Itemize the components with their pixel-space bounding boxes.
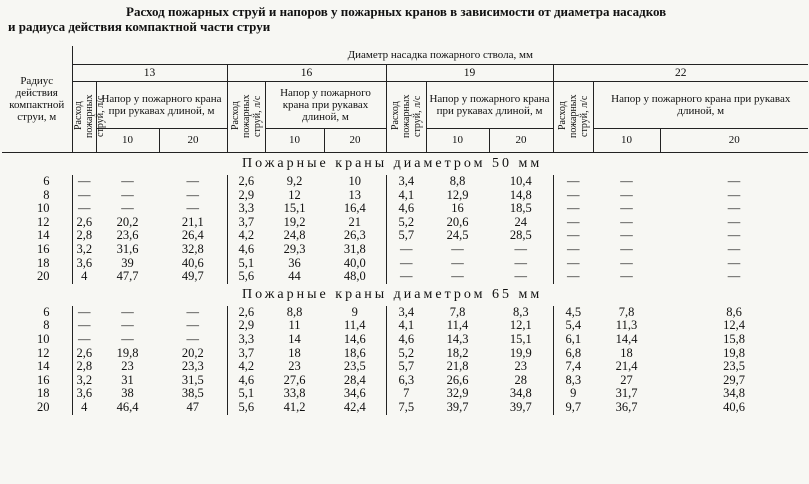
radius-cell: 6 (43, 304, 50, 319)
value-cell: — (620, 228, 633, 243)
value-cell: 39,7 (509, 399, 532, 414)
value-cell: 3,6 (72, 257, 96, 271)
value-cell: — (727, 174, 741, 188)
value-cell: — (121, 201, 134, 216)
value-cell: 4,6 (386, 202, 426, 216)
value-cell: — (727, 187, 741, 202)
value-cell: 4,1 (386, 189, 426, 203)
value-cell: 23,5 (723, 359, 745, 374)
flow-rate-header (227, 82, 265, 153)
value-cell: 49,7 (181, 269, 204, 284)
value-cell: 23 (288, 359, 301, 374)
hose-length-header: 20 (324, 128, 386, 152)
flow-rate-header (386, 82, 426, 153)
value-cell: — (553, 189, 593, 203)
value-cell: 7 (386, 387, 426, 401)
section-caption: Пожарные краны диаметром 65 мм (242, 286, 543, 302)
value-cell: 14,8 (509, 187, 532, 202)
value-cell: 24,5 (446, 228, 469, 243)
value-cell: 2,8 (72, 360, 96, 374)
table-row (2, 306, 808, 320)
value-cell: — (553, 202, 593, 216)
radius-cell: 18 (37, 255, 50, 270)
pressure-header: Напор у пожарного крана при рукавах длиной, м (265, 82, 386, 129)
value-cell: — (186, 318, 199, 333)
value-cell: 28,5 (509, 228, 532, 243)
value-cell: 3,6 (72, 387, 96, 401)
radius-cell: 8 (43, 318, 50, 333)
value-cell: 2,6 (227, 175, 265, 189)
value-cell: — (386, 243, 426, 257)
value-cell: 40,6 (181, 255, 204, 270)
value-cell: 36 (288, 255, 301, 270)
value-cell: — (727, 255, 741, 270)
hose-length-header: 20 (159, 128, 227, 152)
flow-rate-header (72, 82, 106, 153)
table-row (2, 360, 808, 374)
value-cell: 5,6 (227, 401, 265, 415)
value-cell: 14,4 (615, 331, 638, 346)
value-cell: 4 (72, 270, 96, 284)
value-cell: — (72, 319, 96, 333)
value-cell: 31,5 (181, 372, 204, 387)
value-cell: 3,3 (227, 202, 265, 216)
value-cell: 23,6 (116, 228, 139, 243)
flow-rate-label: Расход пожарных струй, л/с (72, 93, 106, 138)
value-cell: 48,0 (343, 269, 366, 284)
value-cell: 27 (620, 372, 633, 387)
value-cell: — (72, 333, 96, 347)
value-cell: — (121, 174, 134, 188)
value-cell: 31,7 (615, 386, 638, 401)
value-cell: 3,4 (386, 175, 426, 189)
value-cell: — (72, 175, 96, 189)
value-cell: 40,0 (343, 255, 366, 270)
value-cell: 18,2 (446, 345, 469, 360)
value-cell: — (121, 304, 134, 319)
radius-header-line: струи, м (17, 111, 57, 123)
nozzle-diameter-caption: Диаметр насадка пожарного ствола, мм (72, 46, 808, 65)
value-cell: 5,2 (386, 216, 426, 230)
value-cell: 5,2 (386, 347, 426, 361)
value-cell: 2,8 (72, 229, 96, 243)
value-cell: — (727, 214, 741, 229)
table-row (2, 175, 808, 189)
value-cell: — (727, 228, 741, 243)
value-cell: 3,2 (72, 374, 96, 388)
value-cell: 39 (121, 255, 134, 270)
hose-length-header: 20 (728, 134, 740, 147)
value-cell: 31,8 (343, 241, 366, 256)
value-cell: — (553, 270, 593, 284)
radius-column-header (2, 46, 72, 153)
section-caption: Пожарные краны диаметром 50 мм (242, 156, 543, 171)
value-cell: — (553, 257, 593, 271)
flow-rate-label: Расход пожарных струй, л/с (229, 93, 263, 138)
value-cell: 44 (288, 269, 301, 284)
value-cell: 7,4 (553, 360, 593, 374)
value-cell: 8,3 (553, 374, 593, 388)
radius-cell: 12 (37, 214, 50, 229)
value-cell: 31,6 (116, 241, 139, 256)
value-cell: 14,6 (343, 331, 366, 346)
value-cell: 5,1 (227, 257, 265, 271)
radius-cell: 16 (37, 372, 50, 387)
value-cell: 11 (288, 318, 301, 333)
value-cell: 33,8 (283, 386, 306, 401)
table-row (2, 347, 808, 361)
value-cell: 11,4 (344, 318, 366, 333)
value-cell: 14,3 (446, 331, 469, 346)
value-cell: 19,8 (116, 345, 139, 360)
value-cell: — (186, 174, 199, 188)
value-cell: 40,6 (723, 399, 745, 414)
value-cell: 32,9 (446, 386, 469, 401)
value-cell: — (620, 269, 633, 284)
diameter-header: 16 (227, 65, 386, 82)
value-cell: — (514, 269, 527, 284)
value-cell: 3,4 (386, 306, 426, 320)
radius-header-line: Радиус (20, 75, 54, 87)
value-cell: 8,8 (449, 174, 466, 188)
value-cell: — (386, 270, 426, 284)
value-cell: 2,6 (72, 347, 96, 361)
value-cell: 31 (121, 372, 134, 387)
table-row (2, 374, 808, 388)
value-cell: 6,8 (553, 347, 593, 361)
value-cell: 34,6 (343, 386, 366, 401)
value-cell: 5,7 (386, 360, 426, 374)
diameter-header: 13 (72, 65, 227, 82)
value-cell: 28,4 (343, 372, 366, 387)
value-cell: 12,4 (723, 318, 745, 333)
radius-cell: 20 (37, 269, 50, 284)
radius-header-line: действия (15, 87, 58, 99)
value-cell: — (121, 187, 134, 202)
value-cell: 19,9 (509, 345, 532, 360)
value-cell: — (72, 202, 96, 216)
value-cell: 10,4 (509, 174, 532, 188)
value-cell: 26,6 (446, 372, 469, 387)
value-cell: 7,8 (618, 304, 635, 319)
title-line-2: и радиуса действия компактной части струи (8, 19, 271, 34)
value-cell: 38,5 (181, 386, 204, 401)
value-cell: 10 (348, 174, 361, 188)
hose-length-header: 20 (489, 128, 553, 152)
value-cell: — (727, 269, 741, 284)
table-row (2, 257, 808, 271)
value-cell: 18 (288, 345, 301, 360)
flow-rate-label: Расход пожарных струй, л/с (389, 93, 423, 138)
value-cell: 47,7 (116, 269, 139, 284)
value-cell: 41,2 (283, 399, 306, 414)
value-cell: — (727, 241, 741, 256)
value-cell: 5,7 (386, 229, 426, 243)
value-cell: 24 (514, 214, 527, 229)
value-cell: 20,2 (181, 345, 204, 360)
value-cell: 9,7 (553, 401, 593, 415)
hose-length-header: 10 (96, 128, 159, 152)
table-row (2, 189, 808, 203)
flow-rate-header (553, 82, 593, 153)
value-cell: 3,3 (227, 333, 265, 347)
radius-cell: 10 (37, 331, 50, 346)
table-row (2, 387, 808, 401)
value-cell: 36,7 (615, 399, 638, 414)
value-cell: — (121, 331, 134, 346)
value-cell: 14 (288, 331, 301, 346)
value-cell: 2,6 (72, 216, 96, 230)
value-cell: — (514, 255, 527, 270)
radius-cell: 12 (37, 345, 50, 360)
value-cell: — (186, 304, 199, 319)
value-cell: 15,1 (283, 201, 306, 216)
value-cell: 24,8 (283, 228, 306, 243)
value-cell: 42,4 (343, 399, 366, 414)
value-cell: 4,5 (553, 306, 593, 320)
value-cell: 23,3 (181, 359, 204, 374)
value-cell: 28 (514, 372, 527, 387)
value-cell: 12,1 (509, 318, 532, 333)
value-cell: 6,3 (386, 374, 426, 388)
value-cell: 4,2 (227, 360, 265, 374)
table-row (2, 216, 808, 230)
flow-rate-label: Расход пожарных струй, л/с (556, 93, 590, 138)
pressure-header: Напор у пожарного крана при рукавах длиной, м (426, 82, 553, 129)
value-cell: 2,6 (227, 306, 265, 320)
hose-length-header: 10 (426, 128, 489, 152)
radius-cell: 14 (37, 228, 50, 243)
value-cell: — (514, 241, 527, 256)
radius-cell: 20 (37, 399, 50, 414)
value-cell: 15,8 (723, 331, 745, 346)
value-cell: — (186, 187, 199, 202)
value-cell: 12 (288, 187, 301, 202)
title-line-1: Расход пожарных струй и напоров у пожарных кранов в зависимости от диаметра насадков (126, 4, 667, 19)
radius-cell: 8 (43, 187, 50, 202)
table-row (2, 270, 808, 284)
value-cell: 9 (351, 304, 358, 319)
value-cell: 5,1 (227, 387, 265, 401)
table-row (2, 333, 808, 347)
value-cell: — (451, 241, 464, 256)
value-cell: 4,6 (386, 333, 426, 347)
value-cell: 9,2 (286, 174, 303, 188)
value-cell: 18 (620, 345, 633, 360)
value-cell: 4,1 (386, 319, 426, 333)
hydrant-table (2, 46, 808, 415)
value-cell: 2,9 (227, 319, 265, 333)
radius-cell: 6 (43, 174, 50, 188)
table-row (2, 243, 808, 257)
value-cell: 5,4 (553, 319, 593, 333)
value-cell: 46,4 (116, 399, 139, 414)
radius-cell: 10 (37, 201, 50, 216)
value-cell: 3,7 (227, 216, 265, 230)
value-cell: 13 (348, 187, 361, 202)
value-cell: 16 (451, 201, 464, 216)
hose-length-header: 10 (593, 128, 660, 152)
value-cell: 34,8 (509, 386, 532, 401)
value-cell: — (620, 187, 633, 202)
value-cell: — (620, 241, 633, 256)
radius-header-line: компактной (9, 99, 65, 111)
value-cell: 8,8 (286, 304, 303, 319)
hose-length-header: 10 (265, 128, 324, 152)
value-cell: 21,8 (446, 359, 469, 374)
value-cell: 39,7 (446, 399, 469, 414)
value-cell: — (620, 214, 633, 229)
value-cell: 38 (121, 386, 134, 401)
value-cell: 32,8 (181, 241, 204, 256)
value-cell: — (727, 201, 741, 216)
value-cell: — (620, 201, 633, 216)
table-row (2, 202, 808, 216)
value-cell: 3,2 (72, 243, 96, 257)
value-cell: — (553, 175, 593, 189)
table-title (8, 4, 803, 34)
value-cell: 16,4 (343, 201, 366, 216)
value-cell: 4 (72, 401, 96, 415)
table-row (2, 229, 808, 243)
value-cell: 15,1 (509, 331, 532, 346)
value-cell: — (121, 318, 134, 333)
radius-cell: 14 (37, 359, 50, 374)
value-cell: 18,5 (509, 201, 532, 216)
value-cell: — (186, 331, 199, 346)
diameter-header: 22 (553, 65, 808, 82)
value-cell: 12,9 (446, 187, 469, 202)
value-cell: — (72, 189, 96, 203)
value-cell: 2,9 (227, 189, 265, 203)
pressure-header: Напор у пожарного крана при рукавах длиной, м (593, 82, 808, 129)
value-cell: 23 (121, 359, 134, 374)
value-cell: 6,1 (553, 333, 593, 347)
value-cell: 7,5 (386, 401, 426, 415)
value-cell: 21,1 (181, 214, 204, 229)
value-cell: 23 (514, 359, 527, 374)
value-cell: 11,4 (446, 318, 469, 333)
value-cell: 20,6 (446, 214, 469, 229)
value-cell: 5,6 (227, 270, 265, 284)
value-cell: 21 (348, 214, 361, 229)
value-cell: — (451, 269, 464, 284)
value-cell: 18,6 (343, 345, 366, 360)
value-cell: 20,2 (116, 214, 139, 229)
value-cell: 19,8 (723, 345, 745, 360)
value-cell: 11,3 (615, 318, 638, 333)
value-cell: 34,8 (723, 386, 745, 401)
value-cell: 4,2 (227, 229, 265, 243)
value-cell: 4,6 (227, 374, 265, 388)
value-cell: 4,6 (227, 243, 265, 257)
table-row (2, 319, 808, 333)
value-cell: — (620, 255, 633, 270)
value-cell: 27,6 (283, 372, 306, 387)
value-cell: 9 (553, 387, 593, 401)
value-cell: 8,3 (512, 304, 529, 319)
value-cell: — (72, 306, 96, 320)
value-cell: 7,8 (449, 304, 466, 319)
radius-cell: 18 (37, 386, 50, 401)
value-cell: 26,3 (343, 228, 366, 243)
value-cell: 8,6 (726, 304, 742, 319)
value-cell: — (620, 174, 633, 188)
value-cell: 21,4 (615, 359, 638, 374)
value-cell: 29,3 (283, 241, 306, 256)
value-cell: — (386, 257, 426, 271)
value-cell: — (553, 216, 593, 230)
value-cell: — (553, 243, 593, 257)
pressure-header: Напор у пожарного крана при рукавах длиной, м (96, 82, 227, 129)
value-cell: — (451, 255, 464, 270)
value-cell: 26,4 (181, 228, 204, 243)
value-cell: 3,7 (227, 347, 265, 361)
diameter-header: 19 (386, 65, 553, 82)
value-cell: 47 (186, 399, 199, 414)
value-cell: 19,2 (283, 214, 306, 229)
value-cell: — (553, 229, 593, 243)
radius-cell: 16 (37, 241, 50, 256)
value-cell: 23,5 (343, 359, 366, 374)
value-cell: 29,7 (723, 372, 745, 387)
table-row (2, 401, 808, 415)
value-cell: — (186, 201, 199, 216)
